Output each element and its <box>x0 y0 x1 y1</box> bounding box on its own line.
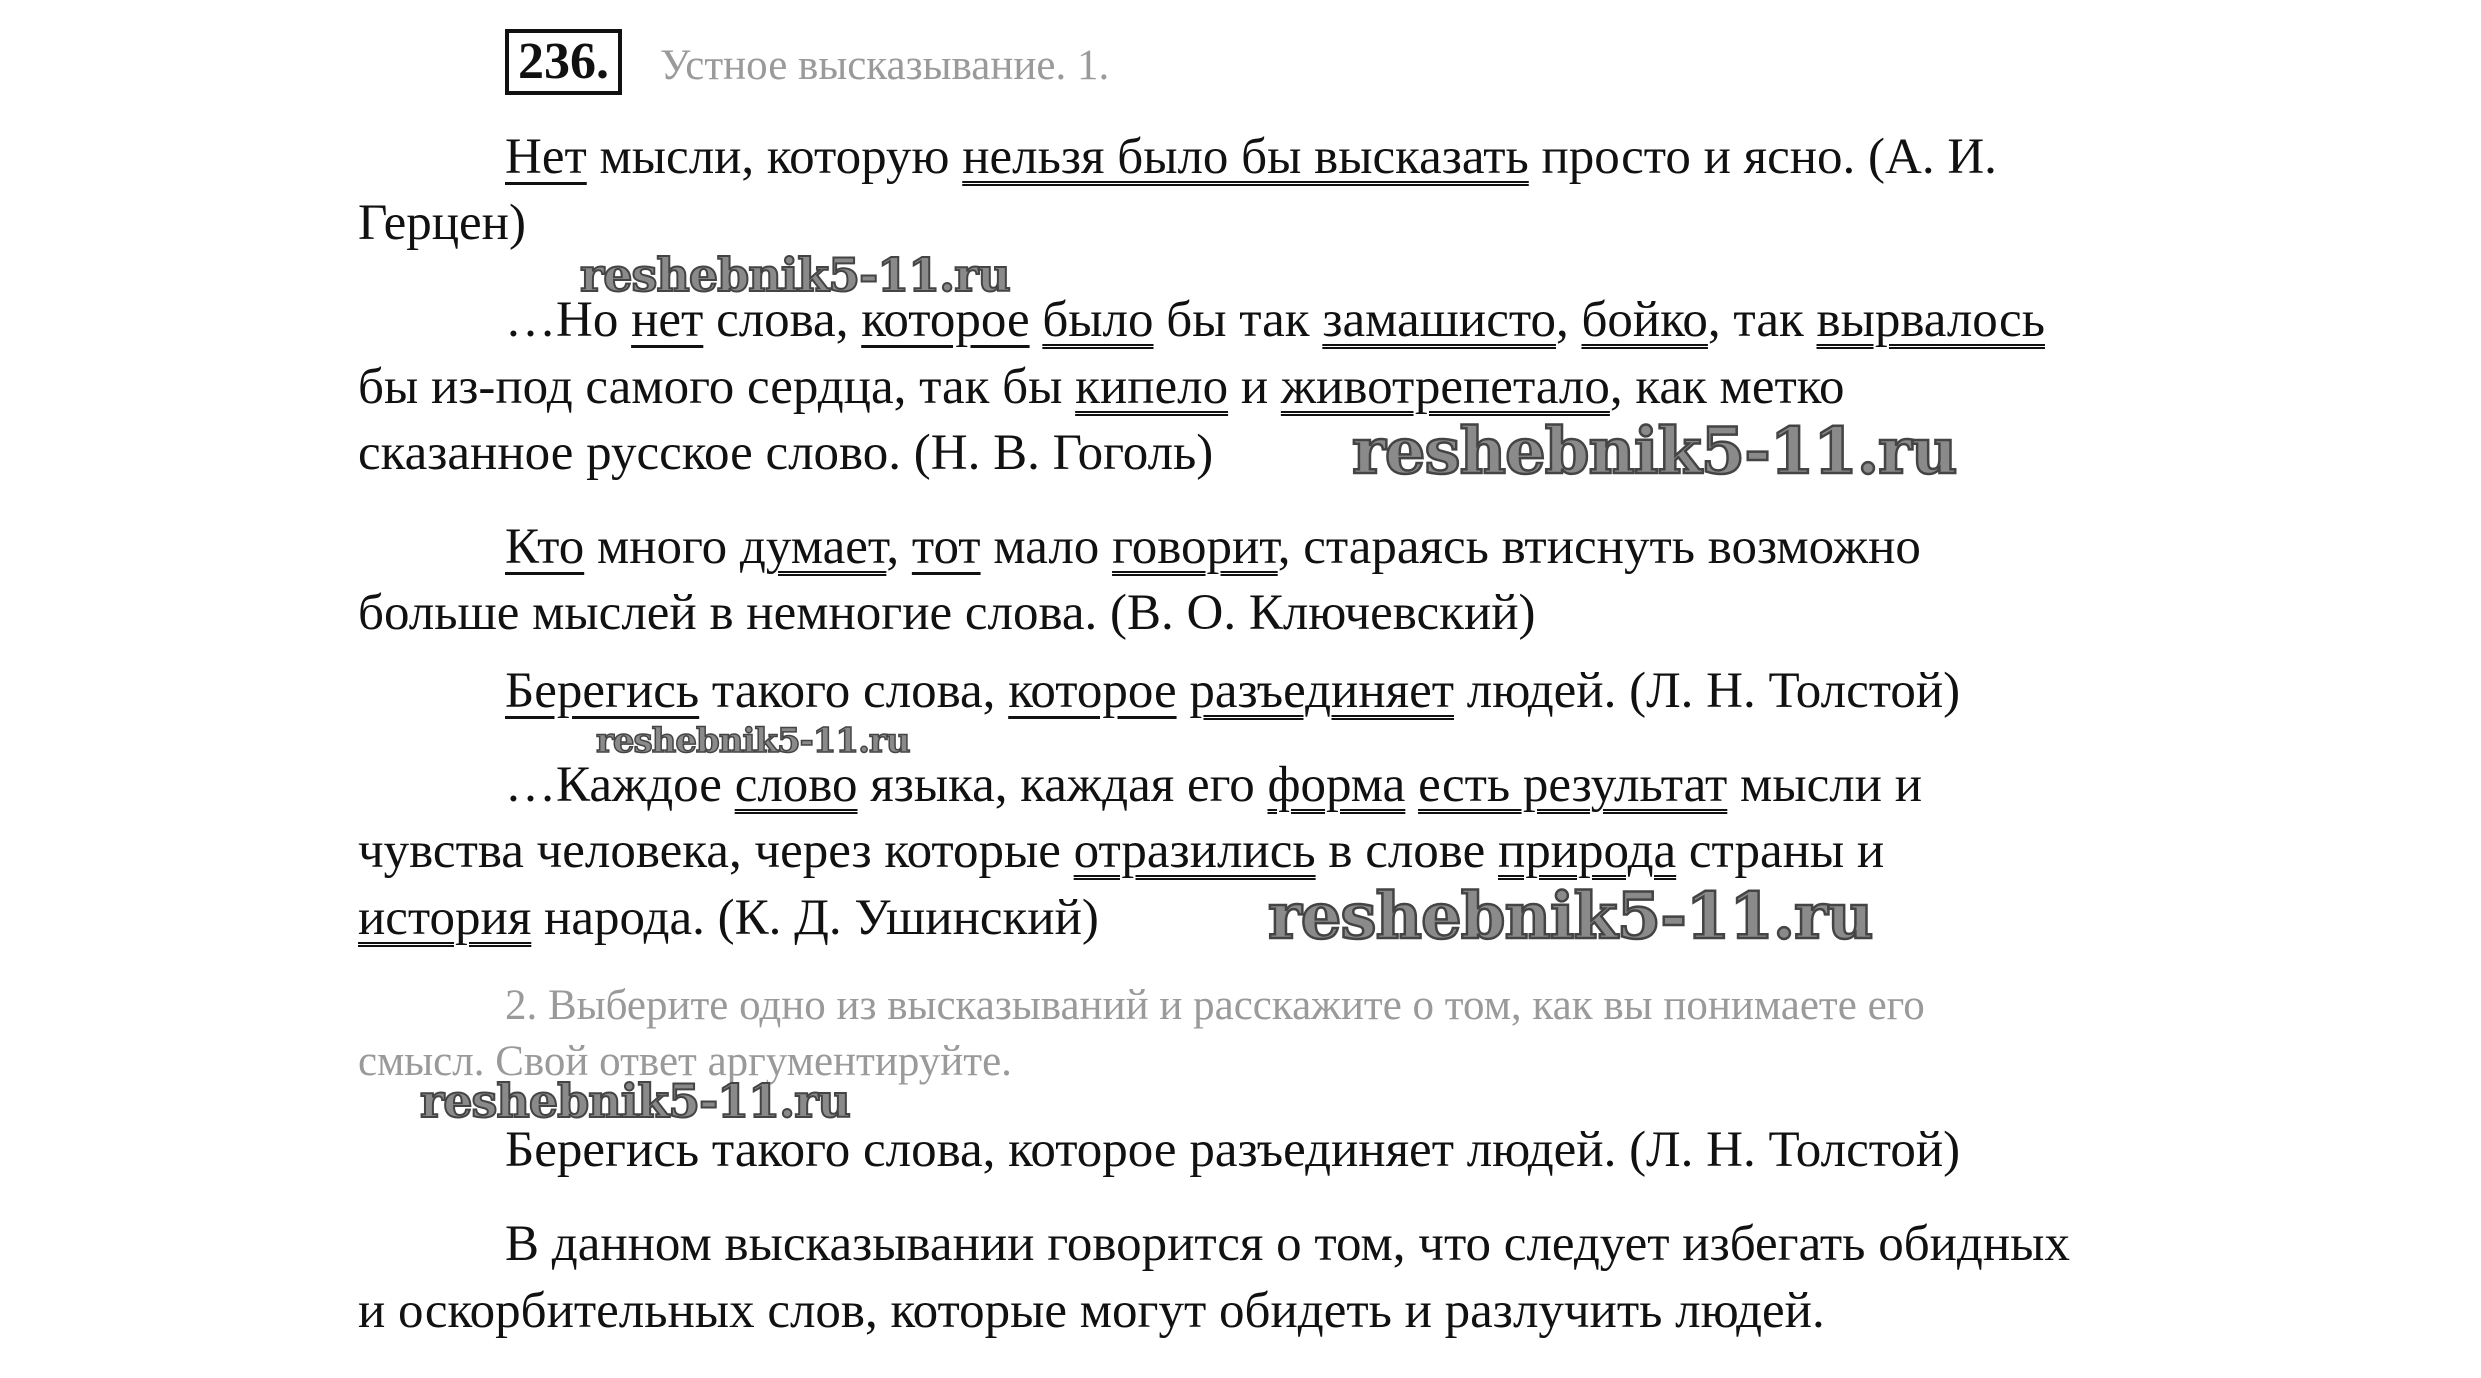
text-span: , как метко <box>1609 359 1845 415</box>
underlined-word: разъединяет <box>1189 663 1454 719</box>
text-span: , <box>886 519 912 575</box>
quote-3-line-2: больше мыслей в немногие слова. (В. О. Ключевский) <box>358 585 1536 641</box>
exercise-number: 236. <box>505 29 622 95</box>
text-span: чувства человека, через которые <box>358 823 1074 879</box>
text-span: бы из-под самого сердца, так бы <box>358 359 1076 415</box>
underlined-word: вырвалось <box>1816 292 2045 348</box>
watermark: reshebnik5-11.ru <box>1352 414 1957 489</box>
watermark: reshebnik5-11.ru <box>596 721 910 761</box>
quote-2-line-2 <box>358 359 1845 415</box>
underlined-word: природа <box>1497 823 1677 879</box>
text-span <box>1177 663 1190 719</box>
underlined-word: Берегись <box>505 663 700 719</box>
quote-5-line-2 <box>358 823 1885 879</box>
watermark: reshebnik5-11.ru <box>580 248 1010 302</box>
underlined-word: животрепетало <box>1280 359 1610 415</box>
text-span: слова, <box>703 292 862 348</box>
text-span: просто и ясно. (А. И. <box>1528 129 1997 185</box>
quote-2-line-3: сказанное русское слово. (Н. В. Гоголь) <box>358 425 1214 481</box>
answer-line-2: и оскорбительных слов, которые могут обидеть и разлучить людей. <box>358 1283 1825 1339</box>
underlined-word: было <box>1042 292 1154 348</box>
underlined-word: тот <box>911 519 981 575</box>
watermark: reshebnik5-11.ru <box>1268 879 1873 954</box>
underlined-word: кипело <box>1075 359 1229 415</box>
text-span <box>1405 757 1418 813</box>
underlined-word: говорит <box>1112 519 1278 575</box>
underlined-word: форма <box>1267 757 1406 813</box>
quote-1-line-1 <box>505 129 1997 185</box>
underlined-word: думает <box>739 519 887 575</box>
text-span: мысли и <box>1727 757 1923 813</box>
quote-3-line-1 <box>505 519 1921 575</box>
text-span: мало <box>980 519 1113 575</box>
text-span: …Но <box>505 292 632 348</box>
underlined-phrase: есть результат <box>1418 757 1728 813</box>
text-span: много <box>584 519 740 575</box>
underlined-word: которое <box>861 292 1030 348</box>
quote-1-line-2: Герцен) <box>358 195 526 251</box>
answer-quote: Берегись такого слова, которое разъединяет людей. (Л. Н. Толстой) <box>505 1122 1961 1178</box>
text-span: мысли, которую <box>586 129 963 185</box>
text-span: , стараясь втиснуть возможно <box>1277 519 1921 575</box>
text-span: , так <box>1707 292 1817 348</box>
quote-5-line-3 <box>358 890 1099 946</box>
text-span: языка, каждая его <box>857 757 1268 813</box>
watermark: reshebnik5-11.ru <box>420 1074 850 1128</box>
underlined-word: замашисто <box>1322 292 1556 348</box>
text-span: народа. (К. Д. Ушинский) <box>531 890 1099 946</box>
underlined-word: бойко <box>1581 292 1708 348</box>
underlined-word: нет <box>631 292 704 348</box>
answer-line-1: В данном высказывании говорится о том, что следует избегать обидных <box>505 1216 2070 1272</box>
underlined-phrase: нельзя было бы высказать <box>962 129 1529 185</box>
task-2-line-2: смысл. Свой ответ аргументируйте. <box>358 1038 1012 1085</box>
underlined-word: которое <box>1008 663 1177 719</box>
text-span: такого слова, <box>699 663 1009 719</box>
underlined-word: слово <box>734 757 858 813</box>
text-span: и <box>1228 359 1281 415</box>
text-span: людей. (Л. Н. Толстой) <box>1454 663 1961 719</box>
underlined-word: история <box>358 890 532 946</box>
text-span: , <box>1555 292 1582 348</box>
quote-4-line-1 <box>505 663 1961 719</box>
text-span <box>1030 292 1043 348</box>
text-span: в слове <box>1315 823 1498 879</box>
task-2-line-1: 2. Выберите одно из высказываний и расскажите о том, как вы понимаете его <box>505 982 1925 1029</box>
underlined-word: Нет <box>505 129 587 185</box>
quote-5-line-1 <box>505 757 1923 813</box>
exercise-title: Устное высказывание. 1. <box>660 42 1110 89</box>
text-span: …Каждое <box>505 757 735 813</box>
text-span: бы так <box>1153 292 1323 348</box>
underlined-word: отразились <box>1073 823 1316 879</box>
underlined-word: Кто <box>505 519 585 575</box>
quote-2-line-1 <box>505 292 2045 348</box>
text-span: страны и <box>1676 823 1885 879</box>
